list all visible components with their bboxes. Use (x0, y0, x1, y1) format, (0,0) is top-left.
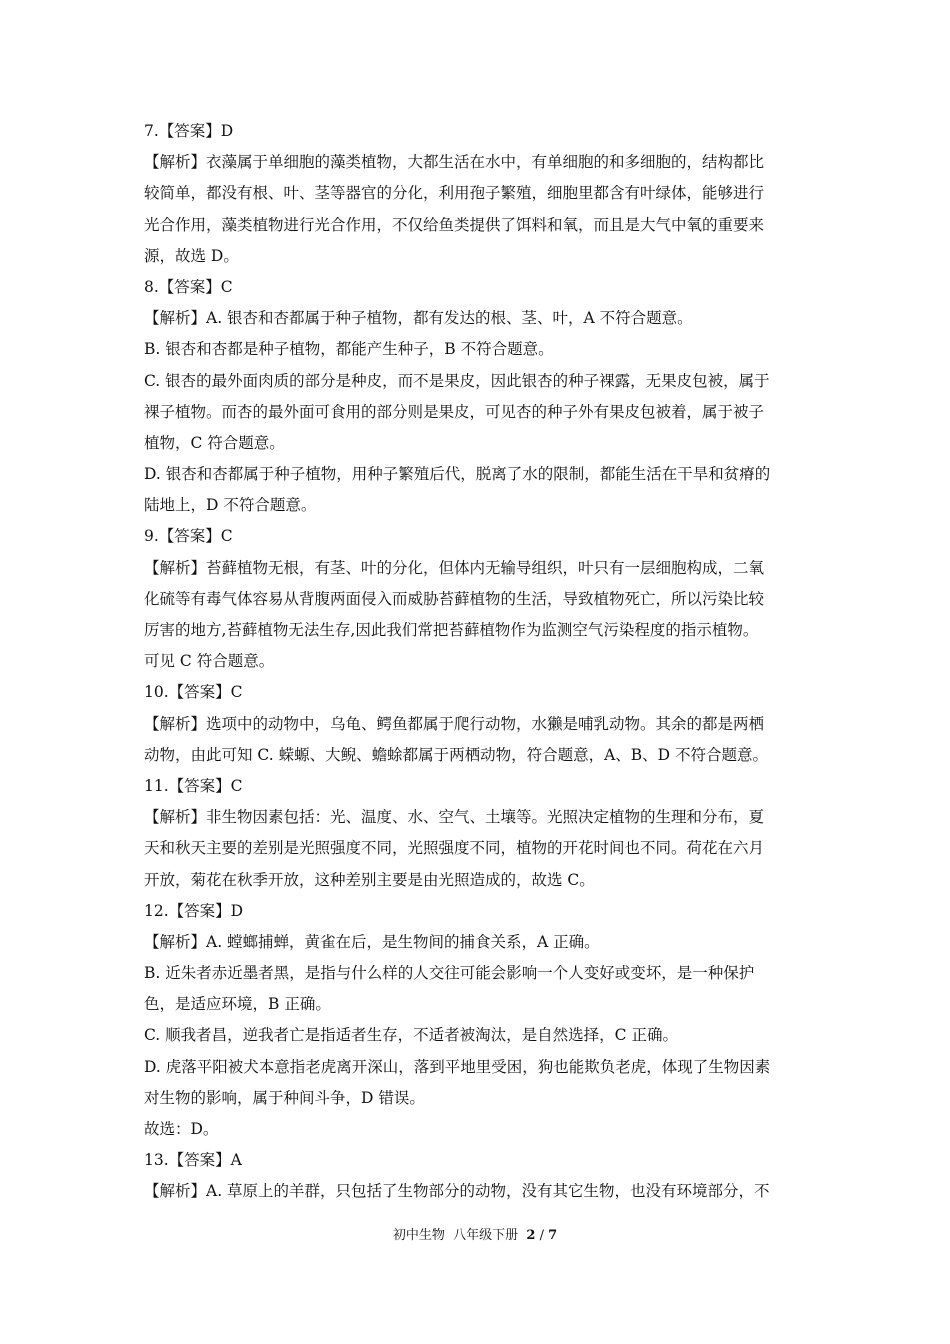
text-line: 【解析】A. 螳螂捕蝉，黄雀在后，是生物间的捕食关系，A 正确。 (144, 932, 600, 951)
text-line: 【解析】苔藓植物无根，有茎、叶的分化，但体内无输导组织，叶只有一层细胞构成，二氧 (144, 558, 765, 577)
text-line: C. 银杏的最外面肉质的部分是种皮，而不是果皮，因此银杏的种子裸露，无果皮包被，属于 (144, 371, 770, 390)
text-line: 光合作用，藻类植物进行光合作用，不仅给鱼类提供了饵料和氧，而且是大气中氧的重要来 (144, 215, 765, 234)
text-line: 陆地上，D 不符合题意。 (144, 496, 317, 515)
page-footer (0, 1226, 950, 1246)
text-line: 裸子植物。而杏的最外面可食用的部分则是果皮，可见杏的种子外有果皮包被着，属于被子 (144, 402, 765, 421)
text-line: 12.【答案】D (144, 901, 244, 920)
text-line: 天和秋天主要的差别是光照强度不同，光照强度不同，植物的开花时间也不同。荷花在六月 (144, 839, 765, 858)
text-line: 【解析】衣藻属于单细胞的藻类植物，大都生活在水中，有单细胞的和多细胞的，结构都比 (144, 153, 765, 172)
text-line: 【解析】A. 银杏和杏都属于种子植物，都有发达的根、茎、叶，A 不符合题意。 (144, 309, 693, 328)
text-line: 对生物的影响，属于种间斗争，D 错误。 (144, 1088, 425, 1107)
current-page-number: 2 (526, 1228, 536, 1243)
text-line: 13.【答案】A (144, 1151, 242, 1170)
text-line: B. 银杏和杏都是种子植物，都能产生种子，B 不符合题意。 (144, 340, 554, 359)
total-pages-number: 7 (548, 1228, 558, 1243)
text-line: 源，故选 D。 (144, 246, 239, 265)
text-line: 动物，由此可知 C. 蝾螈、大鲵、蟾蜍都属于两栖动物，符合题意，A、B、D 不符合题意。 (144, 745, 769, 764)
text-line: 8.【答案】C (144, 277, 233, 296)
text-line: 较简单，都没有根、叶、茎等器官的分化，利用孢子繁殖，细胞里都含有叶绿体，能够进行 (144, 184, 765, 203)
text-line: 【解析】非生物因素包括：光、温度、水、空气、土壤等。光照决定植物的生理和分布，夏 (144, 808, 765, 827)
text-line: 植物，C 符合题意。 (144, 433, 285, 452)
text-line: 【解析】选项中的动物中，乌龟、鳄鱼都属于爬行动物，水獭是哺乳动物。其余的都是两栖 (144, 714, 765, 733)
text-line: 7.【答案】D (144, 122, 234, 140)
text-line: 开放，菊花在秋季开放，这种差别主要是由光照造成的，故选 C。 (144, 870, 595, 889)
text-line: 【解析】A. 草原上的羊群，只包括了生物部分的动物，没有其它生物，也没有环境部分，不 (144, 1182, 770, 1201)
text-line: 9.【答案】C (144, 527, 233, 546)
footer-title: 初中生物 八年级下册 (392, 1228, 527, 1243)
text-line: 故选：D。 (144, 1120, 219, 1138)
text-line: C. 顺我者昌，逆我者亡是指适者生存，不适者被淘汰，是自然选择，C 正确。 (144, 1026, 678, 1045)
page-separator: / (535, 1228, 549, 1243)
text-line: 10.【答案】C (144, 683, 243, 702)
text-line: 色，是适应环境，B 正确。 (144, 995, 331, 1014)
text-line: B. 近朱者赤近墨者黑，是指与什么样的人交往可能会影响一个人变好或变坏，是一种保护 (144, 964, 755, 983)
text-line: 化硫等有毒气体容易从背腹两面侵入而威胁苔藓植物的生活，导致植物死亡，所以污染比较 (144, 589, 765, 608)
text-line: D. 虎落平阳被犬本意指老虎离开深山，落到平地里受困，狗也能欺负老虎，体现了生物因素 (144, 1057, 771, 1076)
document-body (144, 116, 812, 1208)
text-line: 可见 C 符合题意。 (144, 652, 275, 671)
text-line: D. 银杏和杏都属于种子植物，用种子繁殖后代，脱离了水的限制，都能生活在干旱和贫瘠的 (144, 465, 771, 484)
text-line: 11.【答案】C (144, 776, 243, 795)
text-line: 厉害的地方,苔藓植物无法生存,因此我们常把苔藓植物作为监测空气污染程度的指示植物。 (144, 621, 759, 639)
